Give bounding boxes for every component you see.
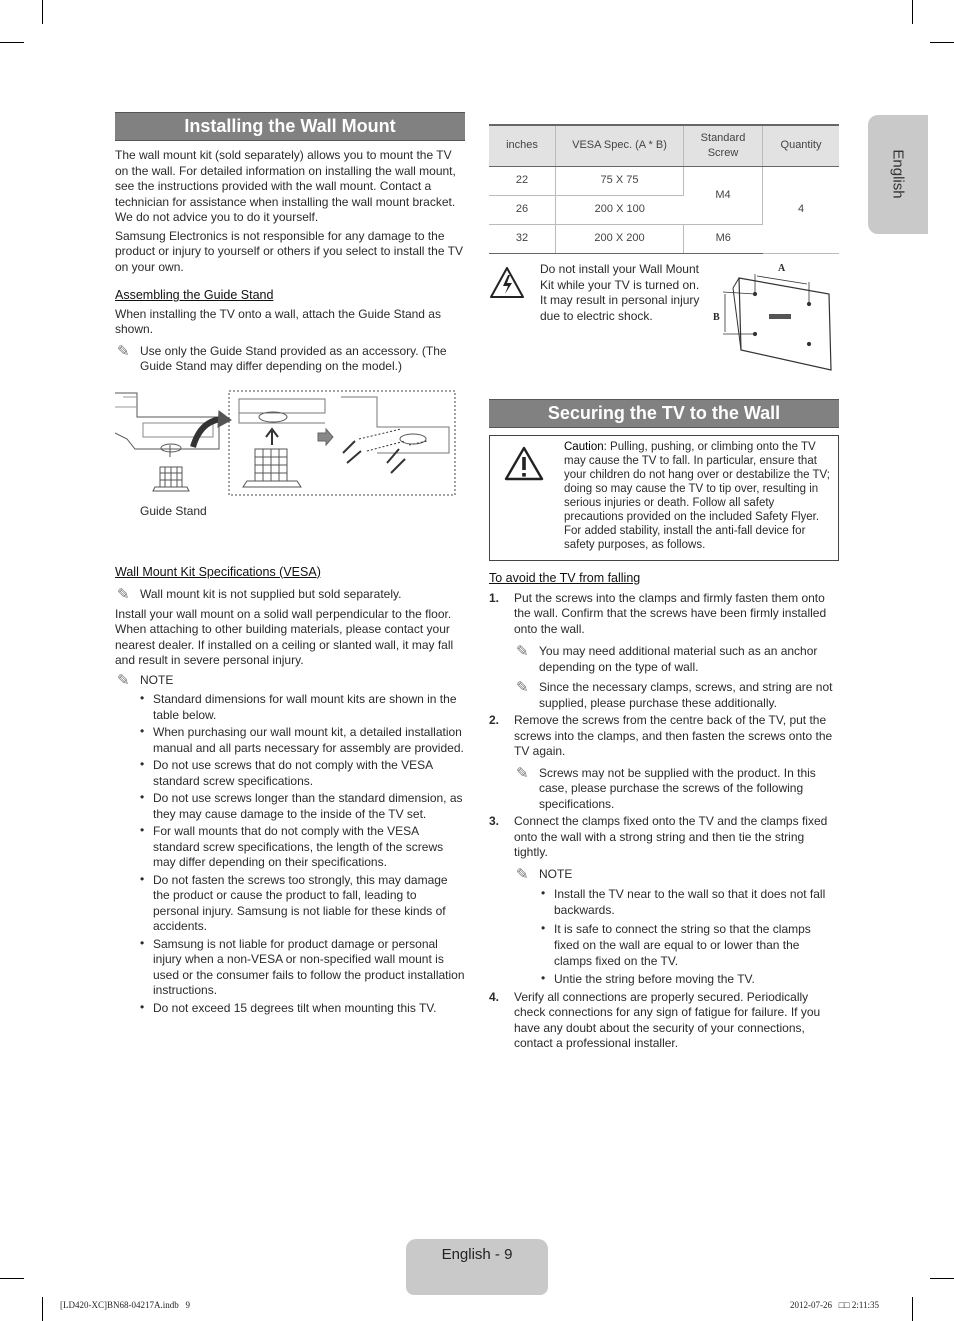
list-item: • Do not exceed 15 degrees tilt when mounting this TV. <box>153 1001 465 1017</box>
diagram-label-b: B <box>713 312 720 323</box>
table-header-cell: Quantity <box>763 125 840 167</box>
pencil-note-icon: ✎ <box>117 671 130 689</box>
guide-stand-heading: Assembling the Guide Stand <box>115 288 274 302</box>
table-cell: 200 X 200 <box>556 225 684 254</box>
table-header-cell: VESA Spec. (A * B) <box>556 125 684 167</box>
intro-paragraph: The wall mount kit (sold separately) allows you to mount the TV on the wall. For detailed information on installing the wall mount, see the instructions provided with the wall mount. Contact a technician for assistance when installing the wall mount bracket. We do not advice you to do it yourself. <box>115 148 456 224</box>
language-side-tab-label: English <box>889 149 907 199</box>
list-item: • Do not use screws that do not comply with the VESA standard screw specifications. <box>153 758 465 789</box>
table-cell: M6 <box>684 225 763 254</box>
step-note: ✎ NOTE <box>516 865 573 883</box>
avoid-falling-heading: To avoid the TV from falling <box>489 571 641 585</box>
caution-warning-icon <box>504 446 544 482</box>
step-note: ✎ Screws may not be supplied with the product. In this case, please purchase the screws of the following specifications. <box>516 764 816 811</box>
caution-label: Caution <box>564 441 604 453</box>
crop-mark <box>912 1297 913 1321</box>
page-number: English - 9 <box>441 1246 513 1263</box>
list-item: • Standard dimensions for wall mount kits are shown in the table below. <box>153 692 465 723</box>
list-item: 4. Verify all connections are properly secured. Periodically check connections for any sign of fatigue for failure. If you have any doubt about the security of your connections, contact a professional installer. <box>489 989 821 1050</box>
intro-paragraph: Samsung Electronics is not responsible for any damage to the product or injury to yourself or others if you select to install the TV on your own. <box>115 228 463 274</box>
list-item: • Install the TV near to the wall so that it does not fall backwards. <box>554 887 839 918</box>
section-title-securing: Securing the TV to the Wall <box>489 399 839 428</box>
table-cell: 200 X 100 <box>556 196 684 225</box>
crop-mark <box>0 42 24 43</box>
vesa-note: ✎ Wall mount kit is not supplied but sold separately. <box>117 586 402 603</box>
vesa-bullet-list <box>115 692 465 1016</box>
table-cell: 32 <box>489 225 556 254</box>
list-item: 1. Put the screws into the clamps and firmly fasten them onto the wall. Confirm that the screws have been firmly installed onto the wall. ✎ You may need additional material such as an anchor depending on the type of wall. ✎ Since the necessary clamps, screws, and string are not supplied, please purchase these additionally. <box>489 591 839 712</box>
crop-mark <box>930 42 954 43</box>
guide-stand-caption: Guide Stand <box>140 503 207 518</box>
pencil-note-icon: ✎ <box>117 342 130 360</box>
caution-text: : Pulling, pushing, or climbing onto the TV may cause the TV to fall. In particular, ensure that your children do not hang over or destabilize the TV; doing so may cause the TV to tip over, resulting in serious injuries or death. Follow all safety precautions provided on the included Safety Flyer. For added stability, install the anti-fall device for safety purposes, as follows. <box>564 441 830 551</box>
list-item: • Samsung is not liable for product damage or personal injury when a non-VESA or non-specified wall mount is used or the consumer fails to follow the product installation instructions. <box>153 937 465 999</box>
electric-shock-warning-icon <box>489 266 525 300</box>
list-item: 3. Connect the clamps fixed onto the TV and the clamps fixed onto the wall with a strong string and then tie the string tightly. ✎ NOTE • Install the TV near to the wall so that it does not fall backwards. • It is safe to connect the string so that the clamps fixed on the wall are equal to or lower than the clamps fixed on the TV. • Untie the string before moving the TV. <box>489 814 839 988</box>
step-note: ✎ Since the necessary clamps, screws, and string are not supplied, please purchase these additionally. <box>516 679 833 710</box>
vesa-spec-table <box>489 124 839 254</box>
caution-box <box>489 435 839 561</box>
crop-mark <box>42 1297 43 1321</box>
language-side-tab <box>868 115 928 234</box>
tv-back-vesa-diagram <box>713 264 833 376</box>
page-number-tab <box>406 1239 548 1295</box>
shock-warning-text: Do not install your Wall Mount Kit while your TV is turned on. It may result in personal injury due to electric shock. <box>540 262 700 323</box>
section-title-wall-mount: Installing the Wall Mount <box>115 112 465 141</box>
list-item: • Untie the string before moving the TV. <box>554 972 839 988</box>
table-cell: 26 <box>489 196 556 225</box>
guide-stand-note: ✎ Use only the Guide Stand provided as an accessory. (The Guide Stand may differ depending on the model.) <box>117 342 447 373</box>
vesa-note-label: ✎ NOTE <box>117 671 174 689</box>
securing-steps-list <box>489 591 839 1052</box>
right-column <box>489 124 839 1054</box>
guide-stand-text: When installing the TV onto a wall, attach the Guide Stand as shown. <box>115 306 441 336</box>
table-cell: 75 X 75 <box>556 167 684 196</box>
pencil-note-icon: ✎ <box>516 865 529 883</box>
vesa-heading: Wall Mount Kit Specifications (VESA) <box>115 564 321 579</box>
crop-mark <box>930 1278 954 1279</box>
pencil-note-icon: ✎ <box>117 586 130 603</box>
table-cell: 4 <box>763 167 840 254</box>
pencil-note-icon: ✎ <box>516 643 529 660</box>
shock-warning-block <box>489 262 839 382</box>
table-cell: 22 <box>489 167 556 196</box>
crop-mark <box>42 0 43 24</box>
crop-mark <box>912 0 913 24</box>
step3-bullet-list <box>514 887 839 988</box>
step-note: ✎ You may need additional material such as an anchor depending on the type of wall. <box>516 643 818 674</box>
list-item: • Do not use screws longer than the standard dimension, as they may cause damage to the inside of the TV set. <box>153 791 465 822</box>
guide-stand-illustration <box>115 389 465 544</box>
crop-mark <box>0 1278 24 1279</box>
guide-stand-drawing <box>115 389 465 519</box>
left-column <box>115 112 465 1018</box>
table-cell: M4 <box>684 167 763 225</box>
pencil-note-icon: ✎ <box>516 679 529 696</box>
table-header-cell: inches <box>489 125 556 167</box>
list-item: • For wall mounts that do not comply with the VESA standard screw specifications, the length of the screws may differ depending on their specifications. <box>153 824 465 871</box>
table-header-cell: Standard Screw <box>684 125 763 167</box>
list-item: • It is safe to connect the string so that the clamps fixed on the wall are equal to or lower than the clamps fixed on the TV. <box>554 921 839 969</box>
list-item: • Do not fasten the screws too strongly, this may damage the product or cause the product to fall, leading to personal injury. Samsung is not liable for these kinds of accidents. <box>153 873 465 935</box>
pencil-note-icon: ✎ <box>516 764 529 782</box>
table-row <box>489 167 839 196</box>
table-header-row <box>489 125 839 167</box>
footer-timestamp: 2012-07-26 □□ 2:11:35 <box>790 1300 880 1310</box>
vesa-text: Install your wall mount on a solid wall perpendicular to the floor. When attaching to other building materials, please contact your nearest dealer. If installed on a ceiling or slanted wall, it may fall and result in severe personal injury. <box>115 606 454 667</box>
footer-file-name: [LD420-XC]BN68-04217A.indb 9 <box>60 1300 190 1310</box>
diagram-label-a: A <box>778 263 786 274</box>
list-item: • When purchasing our wall mount kit, a detailed installation manual and all parts necessary for assembly are provided. <box>153 725 465 756</box>
list-item: 2. Remove the screws from the centre back of the TV, put the screws into the clamps, and then fasten the screws onto the TV again. ✎ Screws may not be supplied with the product. In this case, please purchase the screws of the following specifications. <box>489 713 839 812</box>
